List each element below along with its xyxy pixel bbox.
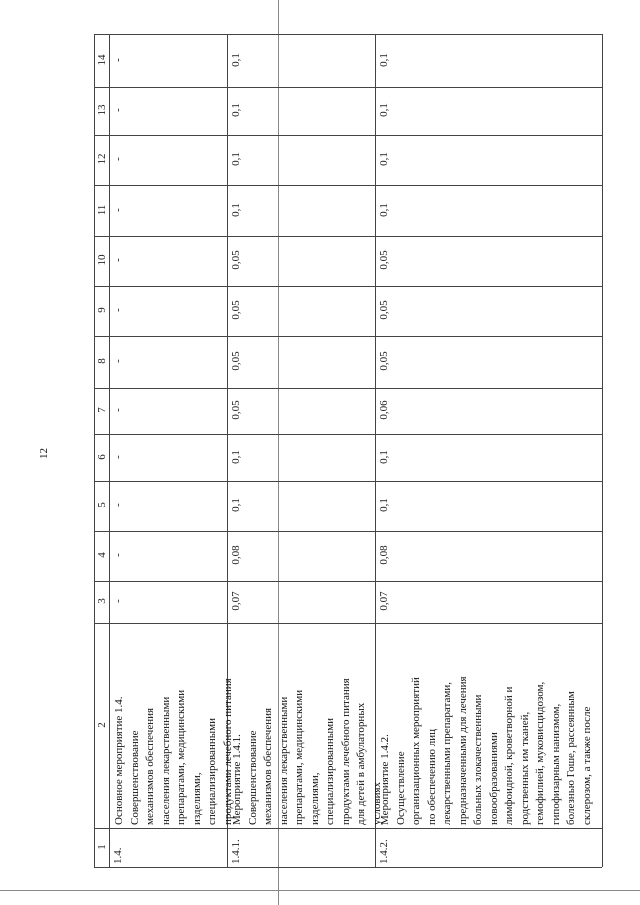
table-border — [94, 581, 602, 582]
value-cell: 0,05 — [230, 250, 242, 270]
table-border — [602, 34, 603, 867]
table-border — [94, 623, 602, 624]
table-border — [94, 286, 602, 287]
value-cell: 0,1 — [230, 498, 242, 512]
table-border — [109, 34, 110, 867]
value-cell: - — [112, 108, 124, 112]
value-cell: - — [112, 258, 124, 262]
column-header-number: 14 — [95, 54, 108, 65]
column-header-number: 7 — [95, 407, 108, 413]
value-cell: 0,05 — [378, 351, 390, 371]
value-cell: - — [112, 57, 124, 62]
scan-edge-line — [0, 890, 640, 891]
value-cell: - — [112, 308, 124, 312]
table-border — [94, 34, 95, 867]
row-name-text: Основное мероприятие 1.4. Совершенствование механизмов обеспечения населения лекарственными препаратами, медицинскими изделиями, специализированными продуктами лечебного питания — [113, 678, 234, 825]
table-border — [94, 481, 602, 482]
value-cell: - — [112, 599, 124, 603]
value-cell: 0,1 — [378, 498, 390, 512]
column-header-number: 9 — [95, 307, 108, 313]
value-cell: 0,1 — [378, 152, 390, 166]
row-number: 1.4.2. — [378, 839, 390, 864]
row-name-text: Мероприятие 1.4.2. Осуществление организационных мероприятий по обеспечению лиц лекарственными препаратами, предназначенными для лечения больных злокачественными новообразованиями лимфоидной, кроветворной и родственных им тканей, гемофилией, муковисцидозом, гипофизарным нанизмом, болезнью Гоше, рассеянным склерозом, а также после — [379, 676, 593, 825]
column-header-number: 5 — [95, 502, 108, 508]
column-header-number: 4 — [95, 552, 108, 558]
page-number: 12 — [38, 448, 50, 459]
column-header-number: 2 — [95, 721, 108, 728]
column-header-number: 11 — [95, 204, 108, 215]
table-border — [94, 87, 602, 88]
table-border — [94, 34, 602, 35]
value-cell: 0,1 — [230, 152, 242, 166]
value-cell: 0,05 — [378, 250, 390, 270]
table-border — [94, 135, 602, 136]
column-header-number: 13 — [95, 104, 108, 116]
table-border — [94, 185, 602, 186]
value-cell: 0,07 — [230, 591, 242, 611]
table-border — [94, 336, 602, 337]
value-cell: - — [112, 157, 124, 161]
column-header-number: 12 — [95, 153, 108, 165]
row-number: 1.4. — [112, 847, 124, 864]
column-header-number: 3 — [95, 598, 108, 604]
value-cell: 0,1 — [378, 52, 390, 67]
value-cell: - — [112, 454, 124, 459]
value-cell: 0,08 — [230, 545, 242, 565]
column-header-number: 1 — [95, 843, 108, 850]
table-border — [94, 434, 602, 435]
row-name-text: Мероприятие 1.4.1. Совершенствование механизмов обеспечения населения лекарственными препаратами, медицинскими изделиями, специализированными продуктами лечебного питания для детей в амбулаторных условиях — [231, 678, 383, 825]
value-cell: 0,1 — [230, 202, 242, 217]
value-cell: 0,08 — [378, 545, 390, 565]
value-cell: 0,1 — [230, 449, 242, 464]
value-cell: 0,06 — [378, 400, 390, 420]
value-cell: - — [112, 553, 124, 557]
value-cell: - — [112, 408, 124, 412]
value-cell: - — [112, 503, 124, 507]
table-border — [94, 531, 602, 532]
value-cell: 0,05 — [230, 300, 242, 320]
value-cell: 0,07 — [378, 591, 390, 611]
value-cell: 0,1 — [230, 103, 242, 117]
value-cell: 0,05 — [378, 300, 390, 320]
table-border — [94, 867, 602, 868]
value-cell: 0,1 — [230, 52, 242, 67]
row-number: 1.4.1. — [230, 839, 242, 864]
value-cell: 0,1 — [378, 449, 390, 464]
value-cell: 0,05 — [230, 400, 242, 420]
value-cell: 0,1 — [378, 103, 390, 117]
value-cell: 0,05 — [230, 351, 242, 371]
value-cell: 0,1 — [378, 202, 390, 217]
column-header-number: 6 — [95, 453, 108, 460]
column-header-number: 8 — [95, 358, 108, 364]
value-cell: - — [112, 359, 124, 363]
table-border — [94, 828, 602, 829]
table-border — [94, 388, 602, 389]
column-header-number: 10 — [95, 254, 108, 266]
table-border — [94, 236, 602, 237]
value-cell: - — [112, 207, 124, 212]
